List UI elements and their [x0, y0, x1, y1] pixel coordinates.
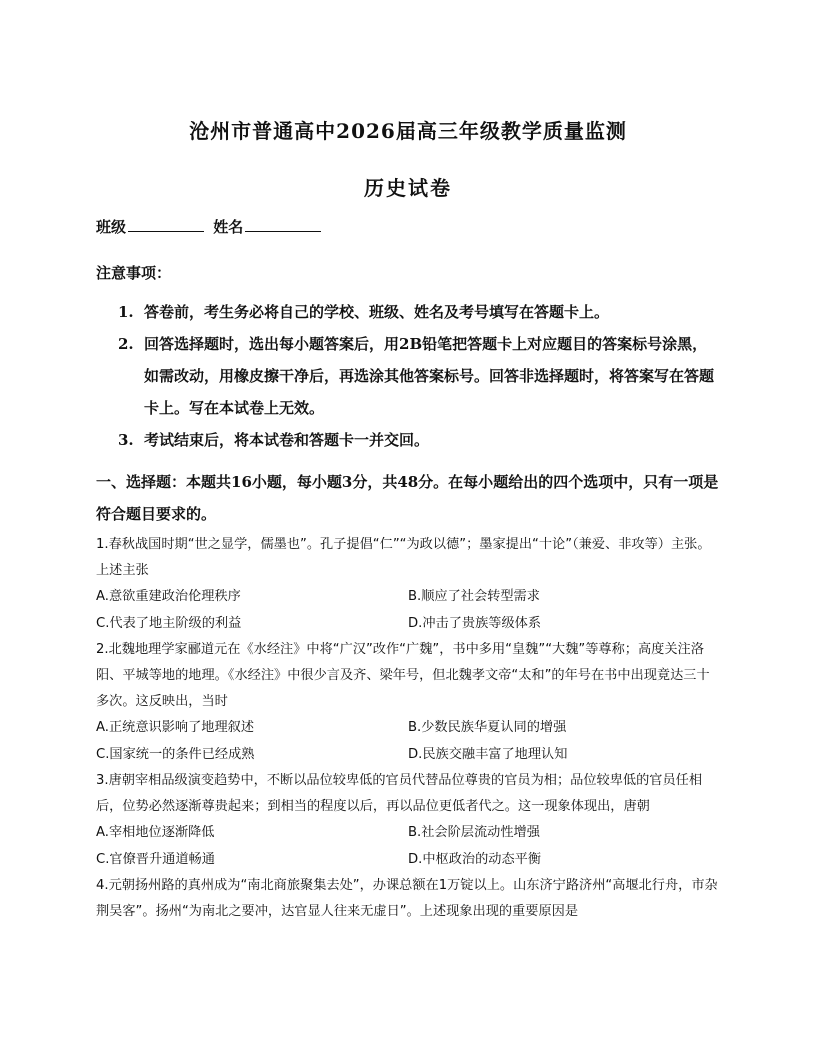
option-b: B.社会阶层流动性增强	[408, 825, 540, 840]
option-a: A.正统意识影响了地理叙述	[96, 720, 255, 735]
option-c: C.官僚晋升通道畅通	[96, 851, 215, 867]
question-1	[96, 532, 720, 637]
option-c: C.代表了地主阶级的利益	[96, 615, 242, 631]
question-2	[96, 637, 720, 768]
option-c: C.国家统一的条件已经成熟	[96, 746, 255, 762]
notice-text: 回答选择题时，选出每小题答案后，用2B铅笔把答题卡上对应题目的答案标号涂黑，如需改动，用橡皮擦干净后，再选涂其他答案标号。回答非选择题时，将答案写在答题卡上。写在本试卷上无效。	[144, 335, 715, 417]
notice-item	[118, 296, 718, 328]
question-3	[96, 768, 720, 873]
option-d: D.冲击了贵族等级体系	[408, 615, 542, 631]
question-stem: 4.元朝扬州路的真州成为“南北商旅聚集去处”，办课总额在1万锭以上。山东济宁路济州“高堰北行舟，市杂荆吴客”。扬州“为南北之要冲，达官显人往来无虚日”。上述现象出现的重要原因是	[96, 878, 718, 919]
notice-item	[118, 424, 718, 456]
option-grid	[96, 584, 720, 637]
student-info-line	[96, 216, 325, 237]
notice-text: 考试结束后，将本试卷和答题卡一并交回。	[144, 431, 430, 449]
section-heading: 一、选择题：本题共16小题，每小题3分，共48分。在每小题给出的四个选项中，只有一项是符合题目要求的。	[96, 473, 719, 523]
notice-list	[118, 296, 718, 456]
question-stem: 1.春秋战国时期“世之显学，儒墨也”。孔子提倡“仁”“为政以德”；墨家提出“十论”（兼爱、非攻等）主张。上述主张	[96, 537, 711, 578]
notice-number: 2.	[118, 335, 134, 353]
option-a: A.宰相地位逐渐降低	[96, 825, 215, 840]
question-4	[96, 873, 720, 925]
option-a: A.意欲重建政治伦理秩序	[96, 589, 241, 604]
option-grid	[96, 715, 720, 768]
notice-text: 答卷前，考生务必将自己的学校、班级、姓名及考号填写在答题卡上。	[144, 303, 610, 321]
name-blank	[245, 217, 321, 232]
option-grid	[96, 820, 720, 873]
option-d: D.民族交融丰富了地理认知	[408, 746, 568, 762]
notice-item	[118, 328, 718, 424]
notice-heading: 注意事项：	[96, 264, 172, 282]
question-stem: 3.唐朝宰相品级演变趋势中，不断以品位较卑低的官员代替品位尊贵的官员为相；品位较卑低的官员任相后，位势必然逐渐尊贵起来；到相当的程度以后，再以品位更低者代之。这一现象体现出，唐朝	[96, 773, 703, 814]
question-stem: 2.北魏地理学家郦道元在《水经注》中将“广汉”改作“广魏”，书中多用“皇魏”“大魏”等尊称；高度关注洛阳、平城等地的地理。《水经注》中很少言及齐、梁年号，但北魏孝文帝“太和”的年号在书中出现竟达三十多次。这反映出，当时	[96, 642, 710, 709]
name-label: 姓名	[213, 218, 244, 236]
notice-number: 3.	[118, 431, 134, 449]
option-d: D.中枢政治的动态平衡	[408, 851, 542, 867]
class-label: 班级	[96, 218, 127, 236]
option-b: B.少数民族华夏认同的增强	[408, 720, 567, 735]
notice-number: 1.	[118, 303, 134, 321]
option-b: B.顺应了社会转型需求	[408, 589, 540, 604]
exam-title: 沧州市普通高中2026届高三年级教学质量监测	[189, 119, 627, 143]
question-list	[96, 532, 720, 925]
subject-title: 历史试卷	[364, 176, 452, 200]
class-blank	[128, 217, 204, 232]
